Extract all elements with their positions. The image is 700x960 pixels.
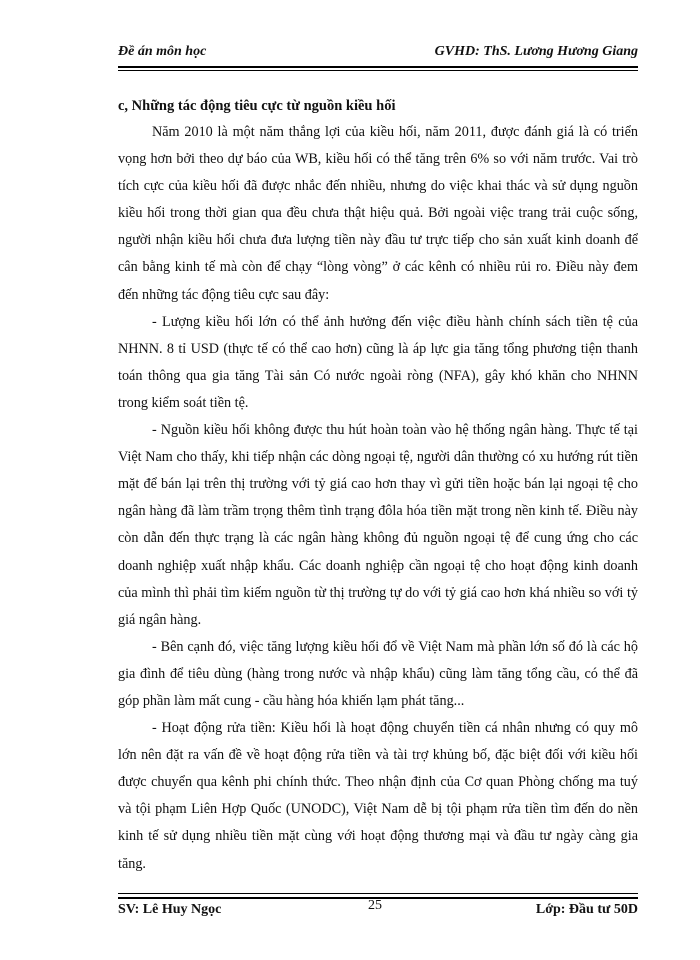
- supervisor-name: GVHD: ThS. Lương Hương Giang: [434, 44, 638, 59]
- student-name: SV: Lê Huy Ngọc: [118, 902, 222, 917]
- class-name: Lớp: Đầu tư 50D: [535, 902, 638, 917]
- page-number: 25: [368, 898, 382, 913]
- paragraph-intro: Năm 2010 là một năm thắng lợi của kiều hối, năm 2011, được đánh giá là có triển vọng hơn bởi theo dự báo của WB, kiều hối có thể tăng trên 6% so với năm trước. Vai trò tích cực của kiều hối đã được nhắc đến nhiều, nhưng do việc khai thác và sử dụng nguồn kiều hối trong thời gian qua đều chưa thật hiệu quả. Bởi ngoài việc trang trải cuộc sống, người nhận kiều hối chưa đưa lượng tiền này đầu tư trực tiếp cho sản xuất kinh doanh để cân bằng kinh tế mà còn để chạy “lòng vòng” ở các kênh có nhiều rủi ro. Điều này đem đến những tác động tiêu cực sau đây:: [118, 124, 638, 303]
- paragraph-money-laundering: - Hoạt động rửa tiền: Kiều hối là hoạt động chuyển tiền cá nhân nhưng có quy mô lớn nên đặt ra vấn đề về hoạt động rửa tiền và tài trợ khủng bố, đặc biệt đối với kiều hối được chuyển qua kênh phi chính thức. Theo nhận định của Cơ quan Phòng chống ma tuý và tội phạm Liên Hợp Quốc (UNODC), Việt Nam dễ bị tội phạm rửa tiền tìm đến do nền kinh tế sử dụng nhiều tiền mặt cùng với hoạt động thương mại và đầu tư ngày càng gia tăng.: [118, 720, 638, 872]
- section-heading: c, Những tác động tiêu cực từ nguồn kiều hối: [118, 98, 396, 114]
- header-rule: [118, 66, 638, 68]
- page-header: [118, 44, 638, 66]
- footer-rule-thin: [118, 893, 638, 894]
- header-rule-thin: [118, 70, 638, 71]
- course-title: Đề án môn học: [118, 44, 207, 59]
- document-body: [118, 96, 638, 878]
- paragraph-inflation: - Bên cạnh đó, việc tăng lượng kiều hối đổ về Việt Nam mà phần lớn số đó là các hộ gia đình để tiêu dùng (hàng trong nước và nhập khẩu) cũng làm tăng tổng cầu, có thể đã góp phần làm mất cung - cầu hàng hóa khiến lạm phát tăng...: [118, 638, 638, 709]
- paragraph-monetary-policy: - Lượng kiều hối lớn có thể ảnh hưởng đến việc điều hành chính sách tiền tệ của NHNN. 8 tỉ USD (thực tế có thể cao hơn) cũng là áp lực gia tăng tổng phương tiện thanh toán thông qua gia tăng Tài sản Có nước ngoài ròng (NFA), gây khó khăn cho NHNN trong kiểm soát tiền tệ.: [118, 313, 638, 411]
- paragraph-banking-system: - Nguồn kiều hối không được thu hút hoàn toàn vào hệ thống ngân hàng. Thực tế tại Việt Nam cho thấy, khi tiếp nhận các dòng ngoại tệ, người dân thường có xu hướng rút tiền mặt để bán lại trên thị trường với tỷ giá cao hơn thay vì gửi tiền hoặc bán lại ngoại tệ cho ngân hàng đã làm trầm trọng thêm tình trạng đôla hóa tiền mặt trong nền kinh tế. Điều này còn dẫn đến thực trạng là các ngân hàng không đủ nguồn ngoại tệ để cung ứng cho các doanh nghiệp xuất nhập khẩu. Các doanh nghiệp cần ngoại tệ cho hoạt động kinh doanh của mình thì phải tìm kiếm nguồn từ thị trường tự do với tỷ giá cao hơn khá nhiều so với tỷ giá ngân hàng.: [118, 422, 638, 628]
- page-footer: [118, 898, 638, 920]
